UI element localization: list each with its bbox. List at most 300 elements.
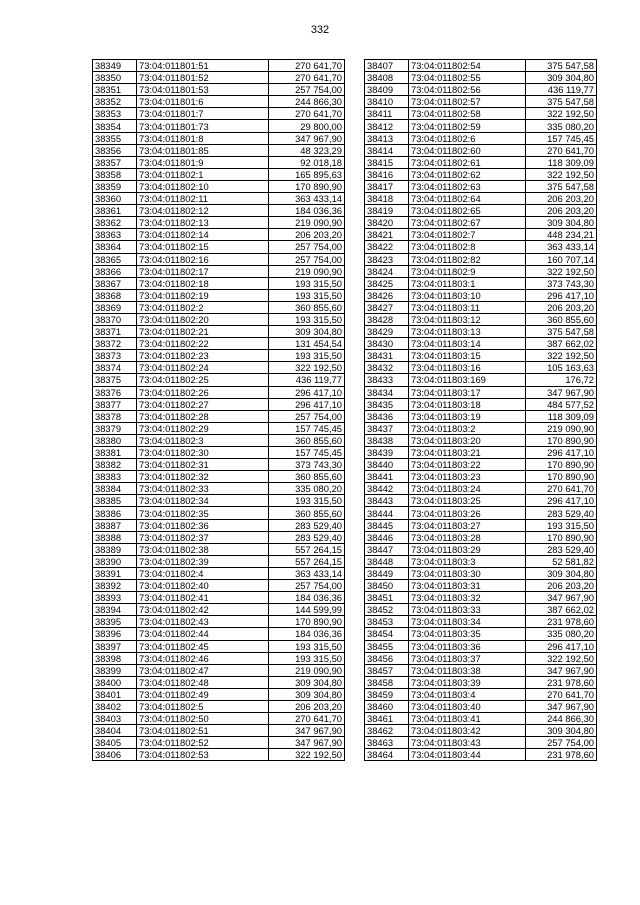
row-number-cell: 38361 [93,205,137,217]
value-cell: 322 192,50 [526,652,597,664]
row-number-cell: 38376 [93,386,137,398]
row-number-cell: 38433 [365,374,409,386]
table-row [365,217,597,229]
row-number-cell: 38389 [93,543,137,555]
row-number-cell: 38351 [93,84,137,96]
value-cell: 170 890,90 [269,616,345,628]
row-number-cell: 38371 [93,326,137,338]
row-number-cell: 38431 [365,350,409,362]
value-cell: 347 967,90 [526,592,597,604]
value-cell: 363 433,14 [269,193,345,205]
cadastral-number-cell: 73:04:011802:13 [137,217,269,229]
row-number-cell: 38420 [365,217,409,229]
row-number-cell: 38409 [365,84,409,96]
cadastral-number-cell: 73:04:011803:33 [409,604,526,616]
row-number-cell: 38392 [93,580,137,592]
table-row [93,483,345,495]
table-row [93,616,345,628]
cadastral-number-cell: 73:04:011803:40 [409,700,526,712]
row-number-cell: 38364 [93,241,137,253]
value-cell: 347 967,90 [526,386,597,398]
value-cell: 322 192,50 [269,362,345,374]
cadastral-number-cell: 73:04:011802:23 [137,350,269,362]
value-cell: 193 315,50 [269,652,345,664]
table-row [93,277,345,289]
cadastral-number-cell: 73:04:011802:26 [137,386,269,398]
cadastral-number-cell: 73:04:011801:51 [137,60,269,72]
value-cell: 347 967,90 [269,132,345,144]
left-table-body [93,60,345,761]
cadastral-number-cell: 73:04:011802:59 [409,120,526,132]
cadastral-number-cell: 73:04:011802:64 [409,193,526,205]
row-number-cell: 38416 [365,168,409,180]
value-cell: 387 662,02 [526,338,597,350]
value-cell: 193 315,50 [269,495,345,507]
value-cell: 206 203,20 [269,700,345,712]
table-row [93,217,345,229]
cadastral-number-cell: 73:04:011802:19 [137,289,269,301]
cadastral-number-cell: 73:04:011803:32 [409,592,526,604]
row-number-cell: 38452 [365,604,409,616]
page-number: 332 [310,24,330,36]
value-cell: 270 641,70 [269,713,345,725]
value-cell: 309 304,80 [269,326,345,338]
table-row [93,725,345,737]
table-row [93,688,345,700]
row-number-cell: 38354 [93,120,137,132]
cadastral-number-cell: 73:04:011803:44 [409,749,526,761]
cadastral-number-cell: 73:04:011802:38 [137,543,269,555]
table-row [365,108,597,120]
value-cell: 176,72 [526,374,597,386]
row-number-cell: 38370 [93,313,137,325]
table-row [93,96,345,108]
row-number-cell: 38350 [93,72,137,84]
table-row [93,531,345,543]
table-row [365,737,597,749]
cadastral-number-cell: 73:04:011803:42 [409,725,526,737]
table-row [93,313,345,325]
table-row [93,737,345,749]
value-cell: 219 090,90 [269,664,345,676]
value-cell: 206 203,20 [526,193,597,205]
row-number-cell: 38442 [365,483,409,495]
value-cell: 296 417,10 [269,398,345,410]
table-row [93,362,345,374]
table-row [365,495,597,507]
row-number-cell: 38368 [93,289,137,301]
row-number-cell: 38407 [365,60,409,72]
row-number-cell: 38358 [93,168,137,180]
table-row [365,640,597,652]
table-row [93,265,345,277]
table-row [365,519,597,531]
value-cell: 283 529,40 [269,519,345,531]
table-row [365,713,597,725]
table-row [93,205,345,217]
table-row [365,374,597,386]
value-cell: 484 577,52 [526,398,597,410]
cadastral-number-cell: 73:04:011803:20 [409,434,526,446]
row-number-cell: 38396 [93,628,137,640]
cadastral-number-cell: 73:04:011803:4 [409,688,526,700]
cadastral-number-cell: 73:04:011803:26 [409,507,526,519]
cadastral-number-cell: 73:04:011802:30 [137,447,269,459]
value-cell: 193 315,50 [269,277,345,289]
row-number-cell: 38447 [365,543,409,555]
row-number-cell: 38415 [365,156,409,168]
row-number-cell: 38404 [93,725,137,737]
cadastral-number-cell: 73:04:011802:42 [137,604,269,616]
cadastral-number-cell: 73:04:011802:20 [137,313,269,325]
cadastral-number-cell: 73:04:011802:44 [137,628,269,640]
value-cell: 29 800,00 [269,120,345,132]
value-cell: 296 417,10 [269,386,345,398]
row-number-cell: 38398 [93,652,137,664]
row-number-cell: 38432 [365,362,409,374]
value-cell: 170 890,90 [526,531,597,543]
table-row [93,338,345,350]
cadastral-number-cell: 73:04:011802:51 [137,725,269,737]
row-number-cell: 38393 [93,592,137,604]
table-row [93,156,345,168]
cadastral-number-cell: 73:04:011803:1 [409,277,526,289]
row-number-cell: 38406 [93,749,137,761]
value-cell: 257 754,00 [269,241,345,253]
cadastral-number-cell: 73:04:011802:54 [409,60,526,72]
row-number-cell: 38412 [365,120,409,132]
table-row [365,616,597,628]
table-row [93,72,345,84]
row-number-cell: 38362 [93,217,137,229]
value-cell: 244 866,30 [269,96,345,108]
row-number-cell: 38408 [365,72,409,84]
row-number-cell: 38395 [93,616,137,628]
right-table-body [365,60,597,761]
table-row [365,531,597,543]
value-cell: 131 454,54 [269,338,345,350]
table-row [365,398,597,410]
row-number-cell: 38402 [93,700,137,712]
table-row [365,604,597,616]
cadastral-number-cell: 73:04:011801:53 [137,84,269,96]
table-row [365,749,597,761]
table-row [365,434,597,446]
row-number-cell: 38438 [365,434,409,446]
value-cell: 322 192,50 [269,749,345,761]
row-number-cell: 38456 [365,652,409,664]
table-row [93,471,345,483]
value-cell: 170 890,90 [526,459,597,471]
value-cell: 270 641,70 [526,144,597,156]
value-cell: 219 090,90 [269,217,345,229]
cadastral-number-cell: 73:04:011802:9 [409,265,526,277]
value-cell: 375 547,58 [526,326,597,338]
row-number-cell: 38365 [93,253,137,265]
value-cell: 309 304,80 [269,676,345,688]
row-number-cell: 38454 [365,628,409,640]
table-row [365,725,597,737]
row-number-cell: 38448 [365,555,409,567]
value-cell: 184 036,36 [269,205,345,217]
cadastral-number-cell: 73:04:011803:13 [409,326,526,338]
value-cell: 206 203,20 [526,205,597,217]
table-row [365,156,597,168]
cadastral-number-cell: 73:04:011802:4 [137,567,269,579]
value-cell: 309 304,80 [269,688,345,700]
cadastral-number-cell: 73:04:011801:7 [137,108,269,120]
cadastral-number-cell: 73:04:011802:17 [137,265,269,277]
table-row [93,447,345,459]
table-row [365,301,597,313]
row-number-cell: 38369 [93,301,137,313]
row-number-cell: 38464 [365,749,409,761]
table-row [365,471,597,483]
cadastral-number-cell: 73:04:011801:85 [137,144,269,156]
cadastral-number-cell: 73:04:011803:14 [409,338,526,350]
table-row [365,168,597,180]
value-cell: 206 203,20 [269,229,345,241]
table-row [365,180,597,192]
row-number-cell: 38463 [365,737,409,749]
row-number-cell: 38366 [93,265,137,277]
table-row [93,604,345,616]
value-cell: 257 754,00 [269,580,345,592]
table-row [93,422,345,434]
table-row [365,652,597,664]
row-number-cell: 38453 [365,616,409,628]
table-row [93,749,345,761]
row-number-cell: 38440 [365,459,409,471]
row-number-cell: 38374 [93,362,137,374]
table-row [365,688,597,700]
cadastral-number-cell: 73:04:011803:35 [409,628,526,640]
cadastral-number-cell: 73:04:011801:8 [137,132,269,144]
table-row [93,193,345,205]
table-row [93,592,345,604]
value-cell: 322 192,50 [526,168,597,180]
table-row [365,580,597,592]
value-cell: 193 315,50 [269,350,345,362]
table-row [93,495,345,507]
value-cell: 193 315,50 [526,519,597,531]
table-row [93,507,345,519]
row-number-cell: 38462 [365,725,409,737]
row-number-cell: 38355 [93,132,137,144]
cadastral-number-cell: 73:04:011803:10 [409,289,526,301]
value-cell: 335 080,20 [526,120,597,132]
row-number-cell: 38401 [93,688,137,700]
value-cell: 184 036,36 [269,628,345,640]
table-row [365,459,597,471]
table-row [93,229,345,241]
value-cell: 347 967,90 [526,664,597,676]
cadastral-number-cell: 73:04:011803:22 [409,459,526,471]
cadastral-number-cell: 73:04:011803:169 [409,374,526,386]
cadastral-number-cell: 73:04:011802:62 [409,168,526,180]
cadastral-number-cell: 73:04:011802:58 [409,108,526,120]
cadastral-number-cell: 73:04:011802:56 [409,84,526,96]
cadastral-number-cell: 73:04:011802:18 [137,277,269,289]
value-cell: 296 417,10 [526,495,597,507]
value-cell: 206 203,20 [526,580,597,592]
value-cell: 144 599,99 [269,604,345,616]
cadastral-number-cell: 73:04:011802:34 [137,495,269,507]
cadastral-number-cell: 73:04:011802:12 [137,205,269,217]
row-number-cell: 38386 [93,507,137,519]
table-row [365,313,597,325]
cadastral-number-cell: 73:04:011802:37 [137,531,269,543]
table-row [365,205,597,217]
table-row [365,338,597,350]
table-row [365,72,597,84]
value-cell: 118 309,09 [526,410,597,422]
row-number-cell: 38377 [93,398,137,410]
row-number-cell: 38460 [365,700,409,712]
value-cell: 363 433,14 [526,241,597,253]
row-number-cell: 38359 [93,180,137,192]
table-row [93,374,345,386]
table-row [93,543,345,555]
row-number-cell: 38427 [365,301,409,313]
value-cell: 557 264,15 [269,543,345,555]
table-row [93,567,345,579]
row-number-cell: 38443 [365,495,409,507]
table-row [365,362,597,374]
table-row [365,96,597,108]
table-row [93,640,345,652]
value-cell: 92 018,18 [269,156,345,168]
row-number-cell: 38459 [365,688,409,700]
table-row [365,120,597,132]
row-number-cell: 38388 [93,531,137,543]
table-row [93,132,345,144]
cadastral-number-cell: 73:04:011801:6 [137,96,269,108]
row-number-cell: 38413 [365,132,409,144]
row-number-cell: 38426 [365,289,409,301]
row-number-cell: 38424 [365,265,409,277]
table-row [93,350,345,362]
value-cell: 360 855,60 [269,301,345,313]
row-number-cell: 38450 [365,580,409,592]
row-number-cell: 38446 [365,531,409,543]
cadastral-number-cell: 73:04:011803:43 [409,737,526,749]
table-row [93,386,345,398]
value-cell: 322 192,50 [526,265,597,277]
table-row [93,519,345,531]
cadastral-number-cell: 73:04:011802:47 [137,664,269,676]
value-cell: 160 707,14 [526,253,597,265]
row-number-cell: 38360 [93,193,137,205]
value-cell: 557 264,15 [269,555,345,567]
row-number-cell: 38381 [93,447,137,459]
row-number-cell: 38378 [93,410,137,422]
cadastral-number-cell: 73:04:011802:46 [137,652,269,664]
cadastral-number-cell: 73:04:011802:15 [137,241,269,253]
table-row [365,326,597,338]
value-cell: 219 090,90 [526,422,597,434]
value-cell: 244 866,30 [526,713,597,725]
row-number-cell: 38391 [93,567,137,579]
cadastral-number-cell: 73:04:011802:25 [137,374,269,386]
table-row [365,229,597,241]
value-cell: 231 978,60 [526,616,597,628]
row-number-cell: 38458 [365,676,409,688]
row-number-cell: 38382 [93,459,137,471]
cadastral-number-cell: 73:04:011803:16 [409,362,526,374]
row-number-cell: 38422 [365,241,409,253]
row-number-cell: 38417 [365,180,409,192]
value-cell: 322 192,50 [526,350,597,362]
table-row [365,84,597,96]
table-row [93,434,345,446]
cadastral-number-cell: 73:04:011803:31 [409,580,526,592]
cadastral-number-cell: 73:04:011802:61 [409,156,526,168]
value-cell: 48 323,29 [269,144,345,156]
value-cell: 257 754,00 [526,737,597,749]
cadastral-number-cell: 73:04:011802:35 [137,507,269,519]
row-number-cell: 38441 [365,471,409,483]
value-cell: 206 203,20 [526,301,597,313]
cadastral-number-cell: 73:04:011802:21 [137,326,269,338]
row-number-cell: 38418 [365,193,409,205]
cadastral-number-cell: 73:04:011803:12 [409,313,526,325]
cadastral-number-cell: 73:04:011803:29 [409,543,526,555]
row-number-cell: 38428 [365,313,409,325]
row-number-cell: 38399 [93,664,137,676]
table-row [365,265,597,277]
row-number-cell: 38437 [365,422,409,434]
cadastral-number-cell: 73:04:011802:6 [409,132,526,144]
value-cell: 257 754,00 [269,410,345,422]
cadastral-number-cell: 73:04:011802:3 [137,434,269,446]
cadastral-number-cell: 73:04:011802:5 [137,700,269,712]
value-cell: 436 119,77 [526,84,597,96]
cadastral-number-cell: 73:04:011802:36 [137,519,269,531]
cadastral-number-cell: 73:04:011802:45 [137,640,269,652]
cadastral-number-cell: 73:04:011802:1 [137,168,269,180]
table-row [93,120,345,132]
value-cell: 270 641,70 [269,108,345,120]
table-row [93,289,345,301]
row-number-cell: 38461 [365,713,409,725]
row-number-cell: 38352 [93,96,137,108]
table-row [365,193,597,205]
table-row [93,700,345,712]
value-cell: 193 315,50 [269,313,345,325]
table-row [365,507,597,519]
cadastral-number-cell: 73:04:011802:16 [137,253,269,265]
value-cell: 296 417,10 [526,289,597,301]
row-number-cell: 38385 [93,495,137,507]
row-number-cell: 38451 [365,592,409,604]
table-row [93,398,345,410]
table-row [365,410,597,422]
row-number-cell: 38429 [365,326,409,338]
table-row [93,326,345,338]
value-cell: 335 080,20 [269,483,345,495]
table-row [93,410,345,422]
row-number-cell: 38457 [365,664,409,676]
cadastral-number-cell: 73:04:011802:43 [137,616,269,628]
row-number-cell: 38455 [365,640,409,652]
cadastral-number-cell: 73:04:011802:31 [137,459,269,471]
value-cell: 193 315,50 [269,289,345,301]
table-row [365,676,597,688]
cadastral-number-cell: 73:04:011802:29 [137,422,269,434]
value-cell: 448 234,21 [526,229,597,241]
row-number-cell: 38372 [93,338,137,350]
